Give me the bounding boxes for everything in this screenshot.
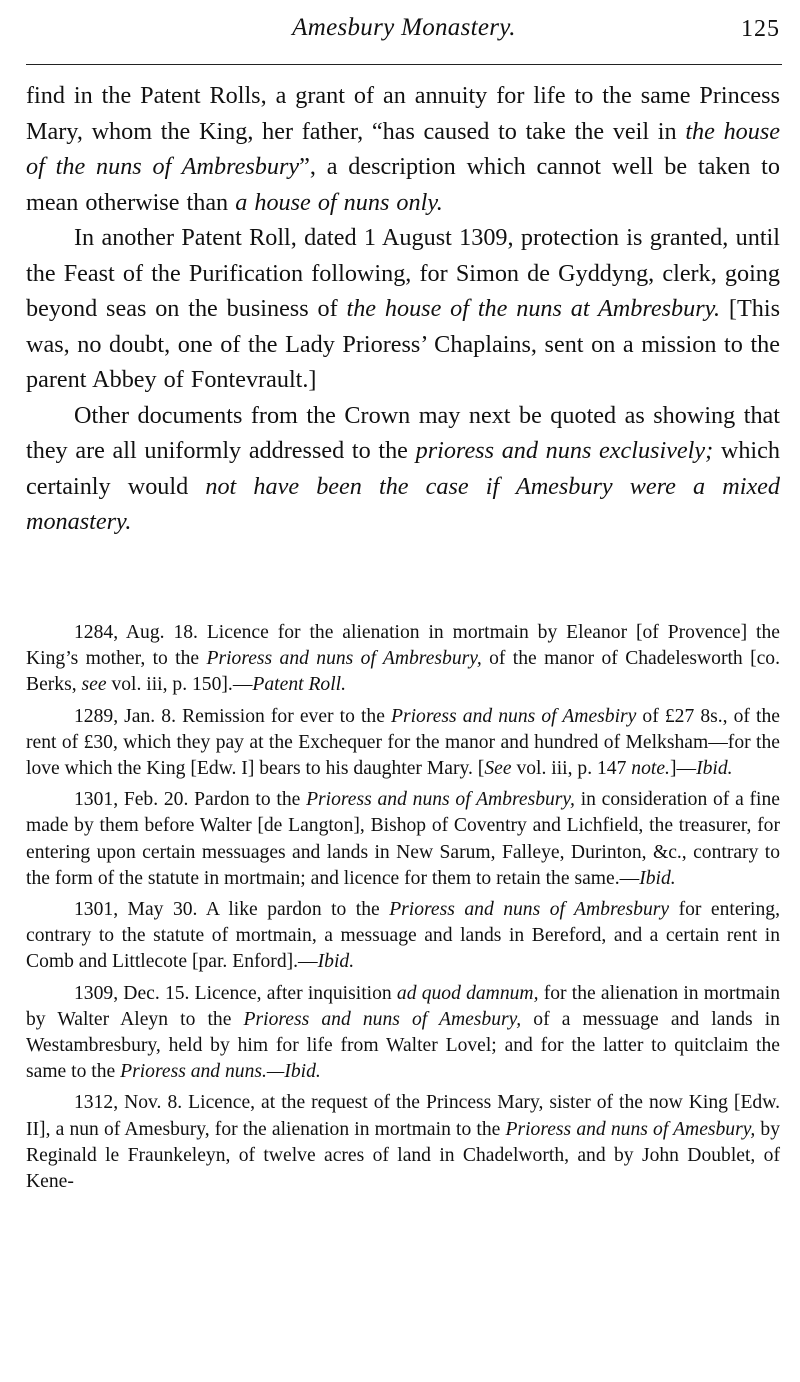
- text-run: for the alienation in mortmain by Walter Aleyn to the: [26, 982, 780, 1030]
- italic-run: See: [484, 758, 512, 780]
- document-entry: [26, 897, 780, 976]
- document-entries: [26, 620, 780, 1200]
- italic-run: Ibid.: [639, 867, 676, 889]
- italic-run: Patent Roll.: [252, 674, 347, 696]
- text-run: ]—: [669, 758, 697, 780]
- paragraph: [26, 398, 780, 540]
- text-run: [This was, no doubt, one of the Lady Prioress’ Chaplains, sent on a mission to the parent Abbey of Fontevrault.]: [26, 295, 780, 393]
- text-run: which certainly would: [26, 437, 780, 500]
- italic-run: Ibid.: [696, 758, 733, 780]
- text-run: for entering, contrary to the statute of mortmain, a messuage and lands in Bereford, and a certain rent in Comb and Littlecote [par. Enford].—: [26, 899, 780, 973]
- italic-run: Prioress and nuns of Ambresbury,: [306, 789, 575, 811]
- italic-run: Prioress and nuns of Amesbury,: [243, 1008, 522, 1030]
- italic-run: the house of the nuns of Ambresbury: [26, 117, 780, 180]
- text-run: 1301, May 30. A like pardon to the: [74, 899, 390, 921]
- text-run: 1284, Aug. 18. Licence for the alienation in mortmain by Eleanor [of Provence] the King’s mother, to the: [26, 622, 780, 670]
- text-run: 1301, Feb. 20. Pardon to the: [74, 789, 307, 811]
- text-run: in consideration of a fine made by them before Walter [de Langton], Bishop of Coventry and Lichfield, the treasurer, for entering upon certain messuages and lands in New Sarum, Falleye, Durinton, &c., contrary to the form of the statute in mortmain; and licence for them to retain the same.—: [26, 789, 780, 889]
- document-entry: [26, 1090, 780, 1195]
- page-number: 125: [741, 16, 780, 42]
- text-run: 1309, Dec. 15. Licence, after inquisition: [74, 982, 397, 1004]
- text-run: by Reginald le Fraunkeleyn, of twelve acres of land in Chadelworth, and by John Doublet, of Kene-: [26, 1118, 780, 1193]
- italic-run: ad quod damnum,: [396, 982, 539, 1004]
- document-entry: [26, 704, 780, 783]
- page-header: [26, 14, 782, 54]
- running-title: Amesbury Monastery.: [292, 14, 516, 41]
- document-entry: [26, 787, 780, 892]
- text-run: Other documents from the Crown may next be quoted as showing that they are all uniformly addressed to the: [26, 401, 780, 464]
- italic-run: Prioress and nuns of Ambresbury: [389, 899, 670, 921]
- italic-run: Prioress and nuns of Amesbiry: [391, 705, 637, 727]
- text-run: of the manor of Chadelesworth [co. Berks,: [26, 648, 780, 696]
- header-rule: [26, 64, 782, 65]
- italic-run: prioress and nuns exclusively;: [415, 437, 714, 464]
- text-run: find in the Patent Rolls, a grant of an annuity for life to the same Princess Mary, whom the King, her father, “has caused to take the veil in: [26, 82, 780, 145]
- text-run: of a messuage and lands in Westambresbury, held by him for life from Walter Lovel; and for the latter to quitclaim the same to the: [26, 1008, 780, 1083]
- paragraph: [26, 78, 780, 220]
- italic-run: Prioress and nuns of Amesbury,: [505, 1118, 756, 1140]
- italic-run: a house of nuns only.: [235, 188, 443, 216]
- italic-run: Prioress and nuns.—Ibid.: [120, 1061, 321, 1083]
- italic-run: note.: [631, 758, 670, 780]
- text-run: vol. iii, p. 147: [511, 758, 632, 780]
- document-entry: [26, 620, 780, 699]
- italic-run: not have been the case if Amesbury were a mixed monastery.: [26, 472, 781, 535]
- paragraph: [26, 220, 780, 398]
- main-text: [26, 78, 780, 540]
- document-entry: [26, 981, 780, 1086]
- text-run: 1289, Jan. 8. Remission for ever to the: [74, 705, 391, 727]
- italic-run: Ibid.: [317, 951, 355, 973]
- text-run: In another Patent Roll, dated 1 August 1309, protection is granted, until the Feast of the Purification following, for Simon de Gyddyng, clerk, going beyond seas on the business of: [26, 224, 780, 322]
- italic-run: Prioress and nuns of Ambresbury,: [206, 648, 482, 670]
- italic-run: see: [81, 674, 107, 696]
- text-run: of £27 8s., of the rent of £30, which they pay at the Exchequer for the manor and hundred of Melksham—for the love which the King [Edw. I] bears to his daughter Mary. [: [26, 705, 780, 780]
- text-run: 1312, Nov. 8. Licence, at the request of the Princess Mary, sister of the now King [Edw. II], a nun of Amesbury, for the alienation in mortmain to the: [26, 1092, 780, 1140]
- text-run: vol. iii, p. 150].—: [106, 674, 253, 696]
- italic-run: the house of the nuns at Ambresbury.: [346, 295, 721, 322]
- text-run: ”, a description which cannot well be taken to mean otherwise than: [26, 153, 780, 216]
